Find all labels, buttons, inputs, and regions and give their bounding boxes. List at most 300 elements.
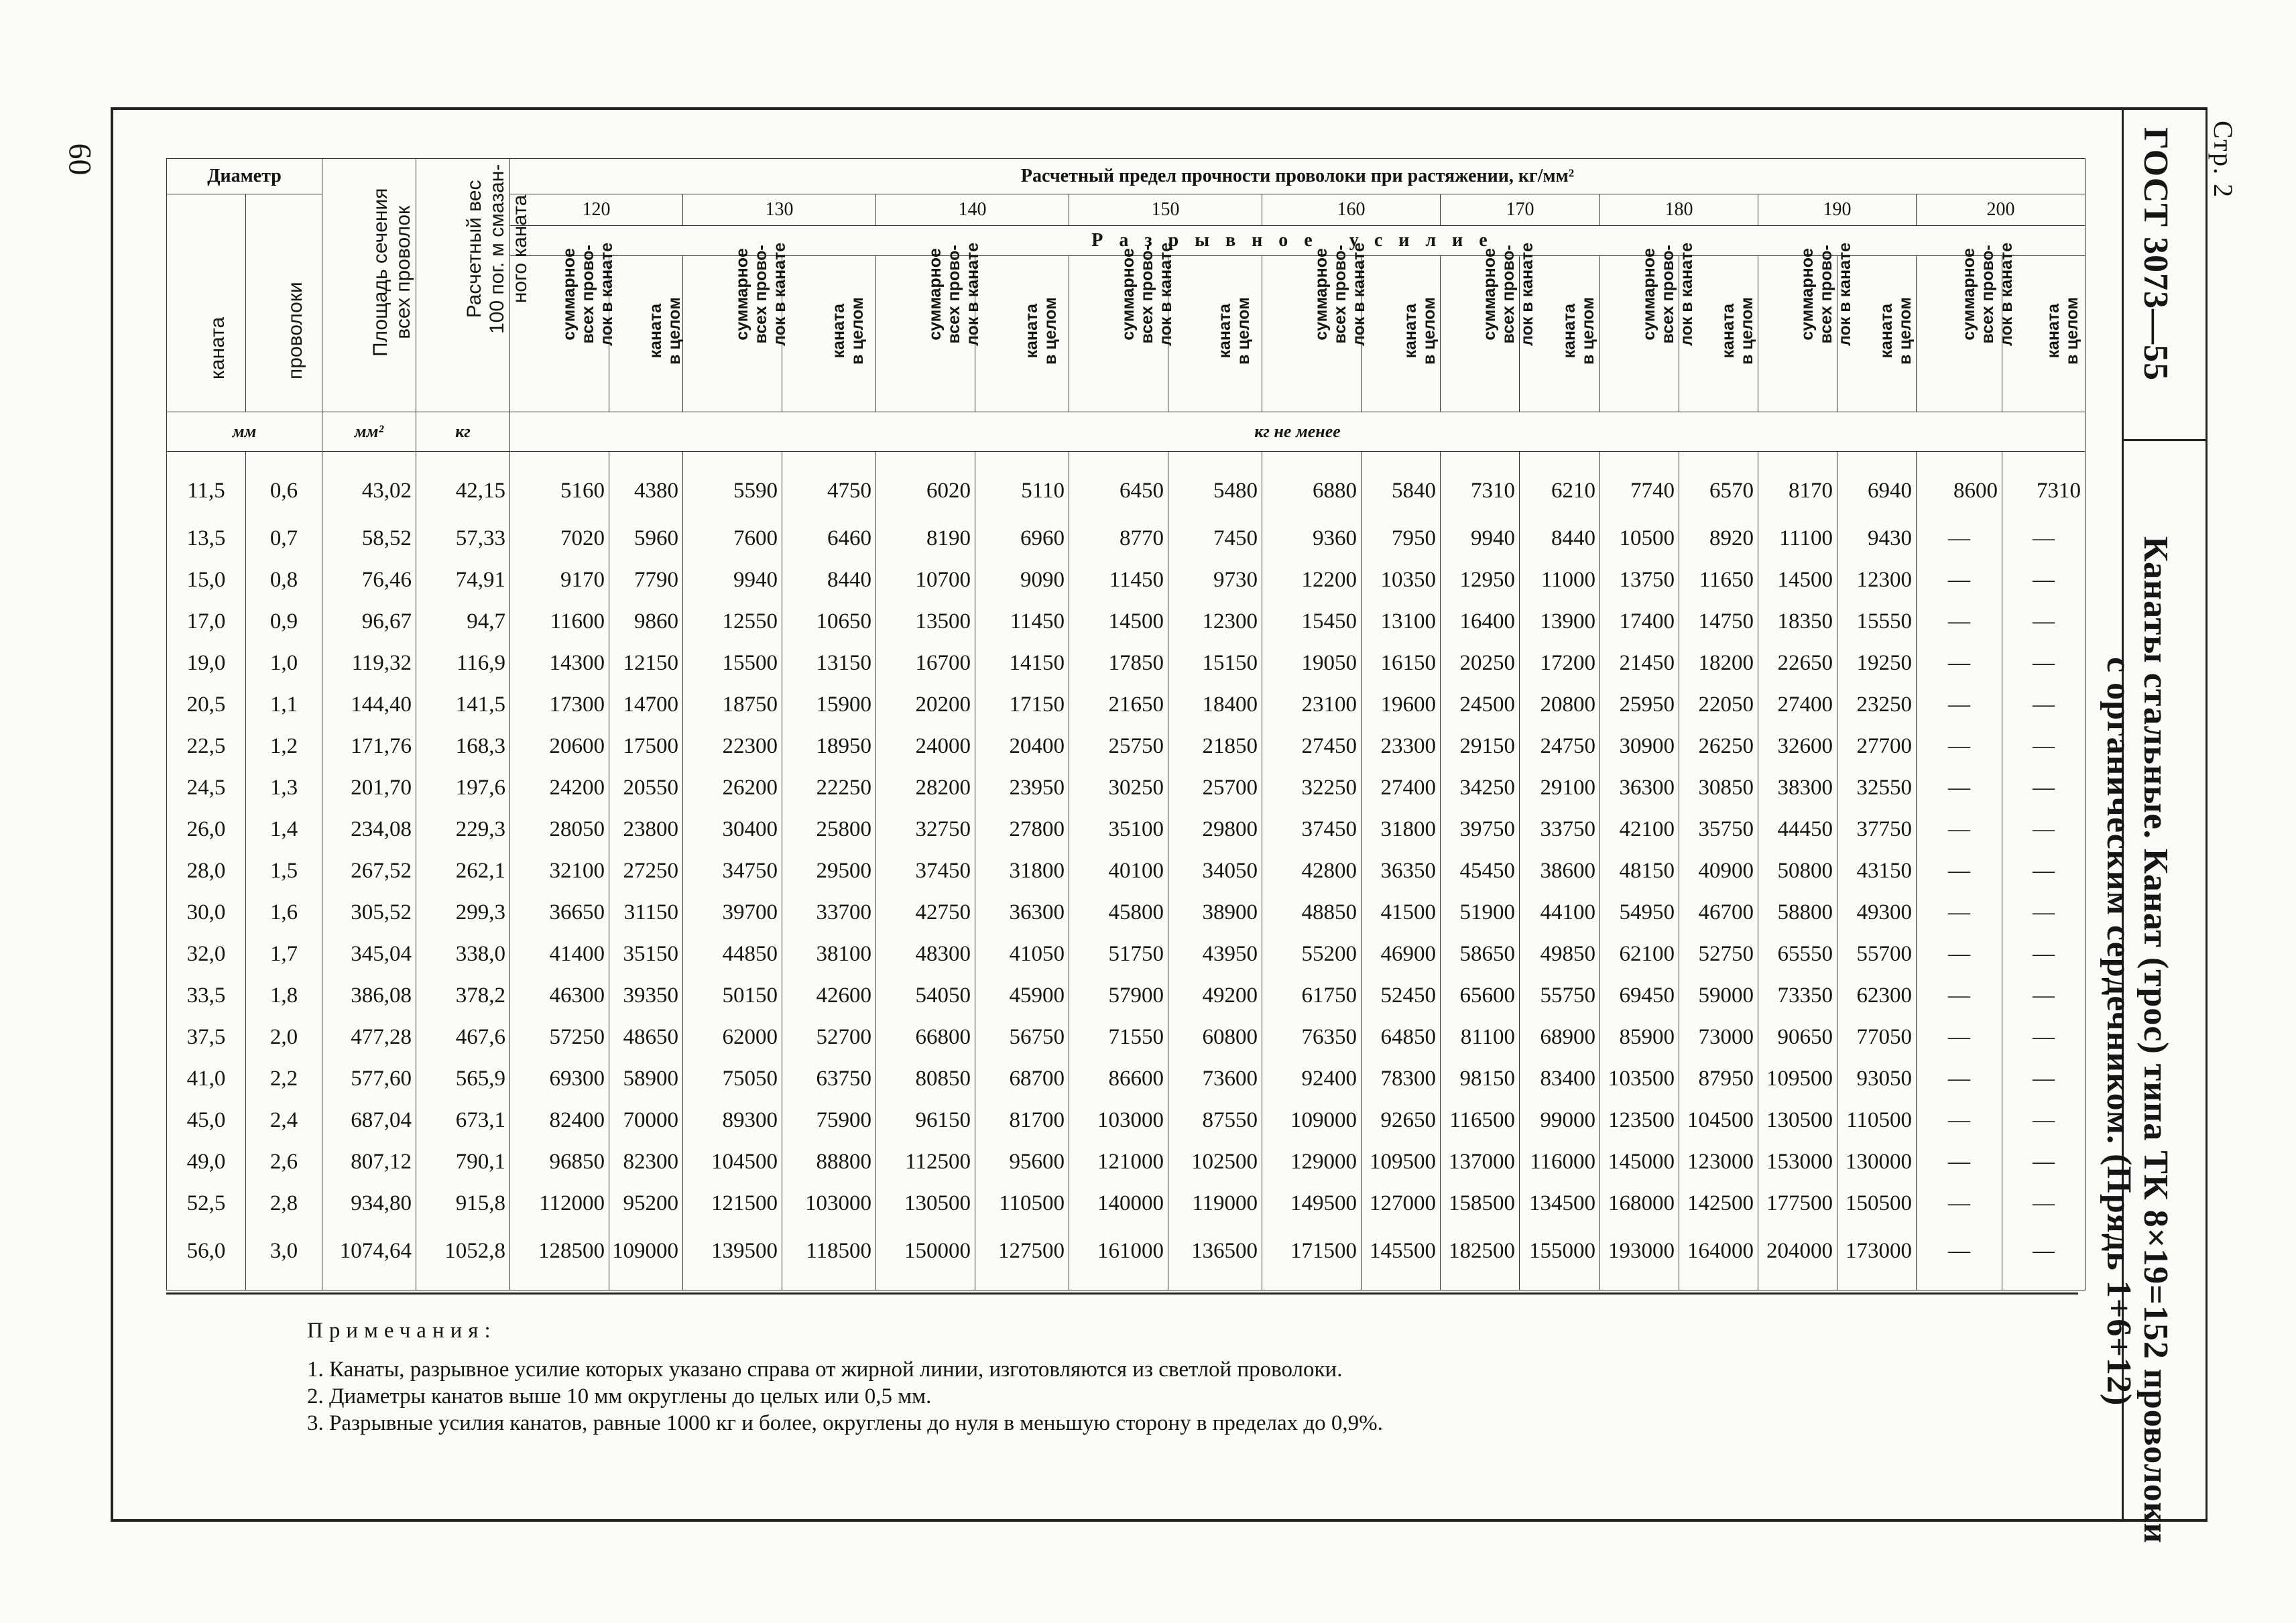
table-cell: 31800 — [975, 850, 1069, 892]
table-cell: — — [1917, 1016, 2002, 1058]
table-cell: 386,08 — [322, 975, 416, 1016]
table-cell: — — [1917, 767, 2002, 808]
table-cell: 24750 — [1520, 725, 1600, 767]
table-cell: 45900 — [975, 975, 1069, 1016]
grade-140: 140 — [876, 194, 1069, 226]
table-cell: 5160 — [510, 452, 609, 518]
diameter-header: Диаметр — [167, 159, 322, 194]
table-cell: 20800 — [1520, 684, 1600, 725]
table-cell: 15450 — [1262, 601, 1362, 642]
wire-diameter-header: проволоки — [246, 194, 322, 412]
table-cell: — — [2002, 725, 2086, 767]
table-cell: 23950 — [975, 767, 1069, 808]
table-cell: 38600 — [1520, 850, 1600, 892]
table-cell: 7310 — [1441, 452, 1520, 518]
table-row — [167, 808, 2086, 850]
table-row — [167, 642, 2086, 684]
table-cell: 32600 — [1758, 725, 1837, 767]
table-cell: — — [1917, 1224, 2002, 1290]
gost-code: ГОСТ 3073—55 — [2136, 127, 2175, 381]
table-cell: — — [2002, 1099, 2086, 1141]
table-cell: 32550 — [1837, 767, 1917, 808]
table-cell: — — [1917, 975, 2002, 1016]
table-cell: 197,6 — [416, 767, 510, 808]
table-cell: 18400 — [1168, 684, 1262, 725]
table-cell: 22,5 — [167, 725, 246, 767]
table-cell: 23250 — [1837, 684, 1917, 725]
table-cell: 27450 — [1262, 725, 1362, 767]
table-cell: — — [1917, 1058, 2002, 1099]
table-cell: 14500 — [1758, 559, 1837, 601]
table-cell: 37750 — [1837, 808, 1917, 850]
table-cell: 673,1 — [416, 1099, 510, 1141]
table-cell: 127500 — [975, 1224, 1069, 1290]
table-cell: 36350 — [1362, 850, 1441, 892]
table-cell: 68900 — [1520, 1016, 1600, 1058]
table-cell: 12550 — [683, 601, 782, 642]
subhead-whole-200: каната в целом — [2002, 256, 2086, 412]
table-cell: 201,70 — [322, 767, 416, 808]
table-cell: — — [2002, 808, 2086, 850]
table-cell: 94,7 — [416, 601, 510, 642]
table-cell: 41,0 — [167, 1058, 246, 1099]
table-cell: 121000 — [1069, 1141, 1168, 1183]
table-cell: 11450 — [975, 601, 1069, 642]
table-cell: 42600 — [782, 975, 876, 1016]
table-cell: 22250 — [782, 767, 876, 808]
table-cell: 37450 — [1262, 808, 1362, 850]
table-cell: 19600 — [1362, 684, 1441, 725]
subhead-whole-120: каната в целом — [609, 256, 683, 412]
table-cell: 35750 — [1679, 808, 1758, 850]
table-cell: 42800 — [1262, 850, 1362, 892]
table-cell: 144,40 — [322, 684, 416, 725]
table-row — [167, 1016, 2086, 1058]
table-cell: 61750 — [1262, 975, 1362, 1016]
table-cell: 34750 — [683, 850, 782, 892]
subhead-whole-160: каната в целом — [1362, 256, 1441, 412]
table-cell: 64850 — [1362, 1016, 1441, 1058]
doc-title-line1: Канаты стальные. Канат (трос) типа ТК 8×19=152 проволоки — [2136, 536, 2175, 1544]
table-row — [167, 452, 2086, 518]
table-cell: 40100 — [1069, 850, 1168, 892]
table-cell: 2,8 — [246, 1183, 322, 1224]
table-cell: 33750 — [1520, 808, 1600, 850]
table-cell: 102500 — [1168, 1141, 1262, 1183]
table-cell: 1,7 — [246, 933, 322, 975]
notes — [307, 1317, 1383, 1437]
table-cell: 7600 — [683, 518, 782, 559]
table-cell: 1074,64 — [322, 1224, 416, 1290]
table-cell: 109000 — [1262, 1099, 1362, 1141]
table-cell: 43,02 — [322, 452, 416, 518]
table-cell: 12150 — [609, 642, 683, 684]
table-cell: 116,9 — [416, 642, 510, 684]
table-cell: 87550 — [1168, 1099, 1262, 1141]
table-cell: 9730 — [1168, 559, 1262, 601]
table-cell: 58900 — [609, 1058, 683, 1099]
table-cell: 49850 — [1520, 933, 1600, 975]
table-cell: 42750 — [876, 892, 975, 933]
table-cell: 103500 — [1600, 1058, 1679, 1099]
table-cell: 62000 — [683, 1016, 782, 1058]
table-cell: 49200 — [1168, 975, 1262, 1016]
table-cell: 38900 — [1168, 892, 1262, 933]
table-cell: 345,04 — [322, 933, 416, 975]
table-cell: 35150 — [609, 933, 683, 975]
table-cell: — — [2002, 933, 2086, 975]
table-cell: 8170 — [1758, 452, 1837, 518]
table-cell: 45450 — [1441, 850, 1520, 892]
table-cell: 161000 — [1069, 1224, 1168, 1290]
table-cell: 90650 — [1758, 1016, 1837, 1058]
table-row — [167, 767, 2086, 808]
table-cell: 17300 — [510, 684, 609, 725]
table-cell: 13750 — [1600, 559, 1679, 601]
table-cell: — — [1917, 642, 2002, 684]
table-cell: 23800 — [609, 808, 683, 850]
table-cell: 36300 — [1600, 767, 1679, 808]
subhead-whole-190: каната в целом — [1837, 256, 1917, 412]
table-cell: 467,6 — [416, 1016, 510, 1058]
table-cell: 171,76 — [322, 725, 416, 767]
table-cell: 57250 — [510, 1016, 609, 1058]
table-cell: 103000 — [1069, 1099, 1168, 1141]
table-cell: 116000 — [1520, 1141, 1600, 1183]
table-cell: 14750 — [1679, 601, 1758, 642]
table-cell: 11000 — [1520, 559, 1600, 601]
table-cell: 49300 — [1837, 892, 1917, 933]
table-cell: 3,0 — [246, 1224, 322, 1290]
table-cell: 27700 — [1837, 725, 1917, 767]
table-cell: — — [1917, 1183, 2002, 1224]
table-cell: — — [2002, 684, 2086, 725]
table-cell: 2,4 — [246, 1099, 322, 1141]
table-cell: — — [2002, 1141, 2086, 1183]
table-cell: 9940 — [1441, 518, 1520, 559]
table-cell: 790,1 — [416, 1141, 510, 1183]
subhead-sum-160: суммарное всех прово- лок в канате — [1262, 256, 1362, 412]
table-cell: 30850 — [1679, 767, 1758, 808]
area-header: Площадь сечения всех проволок — [322, 159, 416, 412]
table-cell: 27400 — [1362, 767, 1441, 808]
table-cell: 110500 — [975, 1183, 1069, 1224]
grade-160: 160 — [1262, 194, 1441, 226]
table-cell: — — [1917, 1141, 2002, 1183]
table-cell: 52700 — [782, 1016, 876, 1058]
table-cell: 31800 — [1362, 808, 1441, 850]
table-cell: 12300 — [1837, 559, 1917, 601]
table-cell: 6940 — [1837, 452, 1917, 518]
table-cell: 11600 — [510, 601, 609, 642]
table-cell: 32250 — [1262, 767, 1362, 808]
table-cell: 142500 — [1679, 1183, 1758, 1224]
table-cell: 25750 — [1069, 725, 1168, 767]
table-cell: 1,1 — [246, 684, 322, 725]
table-cell: 7950 — [1362, 518, 1441, 559]
table-cell: 56750 — [975, 1016, 1069, 1058]
table-cell: 50150 — [683, 975, 782, 1016]
table-cell: — — [1917, 518, 2002, 559]
table-cell: 19050 — [1262, 642, 1362, 684]
table-cell: 6960 — [975, 518, 1069, 559]
table-cell: 25950 — [1600, 684, 1679, 725]
table-cell: 137000 — [1441, 1141, 1520, 1183]
table-cell: 130500 — [876, 1183, 975, 1224]
table-cell: 28050 — [510, 808, 609, 850]
table-cell: 262,1 — [416, 850, 510, 892]
table-cell: 103000 — [782, 1183, 876, 1224]
table-cell: 134500 — [1520, 1183, 1600, 1224]
table-cell: 44850 — [683, 933, 782, 975]
table-cell: 26200 — [683, 767, 782, 808]
table-cell: 22300 — [683, 725, 782, 767]
subhead-whole-150: каната в целом — [1168, 256, 1262, 412]
table-cell: 59000 — [1679, 975, 1758, 1016]
table-cell: 145000 — [1600, 1141, 1679, 1183]
table-row — [167, 1224, 2086, 1290]
table-cell: 110500 — [1837, 1099, 1917, 1141]
table-cell: 20400 — [975, 725, 1069, 767]
table-cell: 14500 — [1069, 601, 1168, 642]
table-cell: 5960 — [609, 518, 683, 559]
table-cell: 63750 — [782, 1058, 876, 1099]
table-cell: 15150 — [1168, 642, 1262, 684]
table-cell: 20,5 — [167, 684, 246, 725]
table-cell: 1,4 — [246, 808, 322, 850]
subhead-sum-170: суммарное всех прово- лок в канате — [1441, 256, 1520, 412]
subhead-sum-150: суммарное всех прово- лок в канате — [1069, 256, 1168, 412]
weight-header: Расчетный вес 100 пог. м смазан- ного каната — [416, 159, 510, 412]
table-cell: 33,5 — [167, 975, 246, 1016]
table-cell: 20550 — [609, 767, 683, 808]
table-cell: 39350 — [609, 975, 683, 1016]
table-cell: 62300 — [1837, 975, 1917, 1016]
table-cell: 99000 — [1520, 1099, 1600, 1141]
table-cell: 139500 — [683, 1224, 782, 1290]
table-cell: 42100 — [1600, 808, 1679, 850]
table-row — [167, 518, 2086, 559]
table-cell: 36300 — [975, 892, 1069, 933]
table-cell: — — [2002, 1224, 2086, 1290]
table-cell: — — [1917, 601, 2002, 642]
table-row — [167, 684, 2086, 725]
table-cell: 76350 — [1262, 1016, 1362, 1058]
table-cell: 17850 — [1069, 642, 1168, 684]
table-cell: 118500 — [782, 1224, 876, 1290]
table-cell: 83400 — [1520, 1058, 1600, 1099]
table-cell: 17500 — [609, 725, 683, 767]
table-cell: 109000 — [609, 1224, 683, 1290]
table-cell: 150500 — [1837, 1183, 1917, 1224]
table-cell: 35100 — [1069, 808, 1168, 850]
grade-150: 150 — [1069, 194, 1262, 226]
table-cell: 104500 — [1679, 1099, 1758, 1141]
table-cell: 26,0 — [167, 808, 246, 850]
table-cell: 141,5 — [416, 684, 510, 725]
table-cell: 12950 — [1441, 559, 1520, 601]
table-cell: 36650 — [510, 892, 609, 933]
table-cell: 44450 — [1758, 808, 1837, 850]
note-1: 1. Канаты, разрывное усилие которых указано справа от жирной линии, изготовляются из светлой проволоки. — [307, 1358, 1343, 1382]
table-row — [167, 1058, 2086, 1099]
table-cell: 153000 — [1758, 1141, 1837, 1183]
table-cell: 75900 — [782, 1099, 876, 1141]
table-cell: 338,0 — [416, 933, 510, 975]
table-cell: 27250 — [609, 850, 683, 892]
table-cell: 42,15 — [416, 452, 510, 518]
table-cell: 27800 — [975, 808, 1069, 850]
table-cell: 76,46 — [322, 559, 416, 601]
table-cell: 234,08 — [322, 808, 416, 850]
table-cell: 104500 — [683, 1141, 782, 1183]
table-cell: 45800 — [1069, 892, 1168, 933]
unit-mm: мм — [167, 412, 322, 452]
table-cell: 93050 — [1837, 1058, 1917, 1099]
table-row — [167, 1183, 2086, 1224]
table-cell: 9940 — [683, 559, 782, 601]
subhead-whole-170: каната в целом — [1520, 256, 1600, 412]
table-cell: 48650 — [609, 1016, 683, 1058]
table-cell: 43150 — [1837, 850, 1917, 892]
table-cell: 229,3 — [416, 808, 510, 850]
table-row — [167, 892, 2086, 933]
table-cell: 66800 — [876, 1016, 975, 1058]
table-cell: 0,7 — [246, 518, 322, 559]
table-cell: 20250 — [1441, 642, 1520, 684]
table-cell: 24,5 — [167, 767, 246, 808]
table-cell: 55200 — [1262, 933, 1362, 975]
table-cell: 32,0 — [167, 933, 246, 975]
table-cell: — — [2002, 975, 2086, 1016]
table-cell: — — [1917, 725, 2002, 767]
table-cell: — — [1917, 933, 2002, 975]
table-cell: — — [2002, 518, 2086, 559]
table-row — [167, 933, 2086, 975]
table-cell: 0,6 — [246, 452, 322, 518]
table-row — [167, 1099, 2086, 1141]
table-cell: 7790 — [609, 559, 683, 601]
table-cell: — — [1917, 850, 2002, 892]
table-cell: 112500 — [876, 1141, 975, 1183]
subhead-sum-140: суммарное всех прово- лок в канате — [876, 256, 975, 412]
table-cell: 48150 — [1600, 850, 1679, 892]
table-cell: 121500 — [683, 1183, 782, 1224]
table-cell: 68700 — [975, 1058, 1069, 1099]
table-cell: 10700 — [876, 559, 975, 601]
table-cell: — — [2002, 850, 2086, 892]
table-cell: 13150 — [782, 642, 876, 684]
table-cell: 4380 — [609, 452, 683, 518]
table-cell: 14300 — [510, 642, 609, 684]
table-cell: 37450 — [876, 850, 975, 892]
table-cell: 15500 — [683, 642, 782, 684]
table-bottom-rule — [166, 1293, 2078, 1295]
table-cell: 934,80 — [322, 1183, 416, 1224]
table-cell: 1,6 — [246, 892, 322, 933]
table-cell: 9360 — [1262, 518, 1362, 559]
table-cell: 9430 — [1837, 518, 1917, 559]
table-cell: 17150 — [975, 684, 1069, 725]
table-cell: 109500 — [1362, 1141, 1441, 1183]
table-cell: 21850 — [1168, 725, 1262, 767]
table-cell: 5480 — [1168, 452, 1262, 518]
table-cell: 45,0 — [167, 1099, 246, 1141]
table-cell: 75050 — [683, 1058, 782, 1099]
table-cell: 92400 — [1262, 1058, 1362, 1099]
table-cell: 52750 — [1679, 933, 1758, 975]
table-cell: 38300 — [1758, 767, 1837, 808]
table-cell: 81700 — [975, 1099, 1069, 1141]
table-cell: 32100 — [510, 850, 609, 892]
table-cell: 5590 — [683, 452, 782, 518]
table-cell: 687,04 — [322, 1099, 416, 1141]
table-cell: 60800 — [1168, 1016, 1262, 1058]
table-cell: 87950 — [1679, 1058, 1758, 1099]
table-cell: 65550 — [1758, 933, 1837, 975]
table-cell: 98150 — [1441, 1058, 1520, 1099]
subhead-whole-130: каната в целом — [782, 256, 876, 412]
table-cell: 6570 — [1679, 452, 1758, 518]
table-cell: 20200 — [876, 684, 975, 725]
table-cell: 1052,8 — [416, 1224, 510, 1290]
table-cell: 33700 — [782, 892, 876, 933]
table-cell: 11,5 — [167, 452, 246, 518]
table-cell: 12200 — [1262, 559, 1362, 601]
table-cell: 11450 — [1069, 559, 1168, 601]
table-cell: 34050 — [1168, 850, 1262, 892]
table-cell: 46900 — [1362, 933, 1441, 975]
table-cell: 15550 — [1837, 601, 1917, 642]
table-cell: 8770 — [1069, 518, 1168, 559]
table-cell: 6460 — [782, 518, 876, 559]
table-cell: 50800 — [1758, 850, 1837, 892]
table-cell: 145500 — [1362, 1224, 1441, 1290]
table-cell: 34250 — [1441, 767, 1520, 808]
table-cell: 37,5 — [167, 1016, 246, 1058]
table-cell: 127000 — [1362, 1183, 1441, 1224]
table-cell: 182500 — [1441, 1224, 1520, 1290]
table-cell: 86600 — [1069, 1058, 1168, 1099]
table-cell: 6880 — [1262, 452, 1362, 518]
table-cell: 46300 — [510, 975, 609, 1016]
table-cell: — — [2002, 559, 2086, 601]
table-cell: 73600 — [1168, 1058, 1262, 1099]
table-cell: 48300 — [876, 933, 975, 975]
table-cell: 19,0 — [167, 642, 246, 684]
table-cell: — — [1917, 559, 2002, 601]
table-cell: 150000 — [876, 1224, 975, 1290]
grade-200: 200 — [1917, 194, 2086, 226]
table-cell: 74,91 — [416, 559, 510, 601]
table-cell: 158500 — [1441, 1183, 1520, 1224]
table-cell: 78300 — [1362, 1058, 1441, 1099]
table-cell: — — [2002, 892, 2086, 933]
table-cell: 73000 — [1679, 1016, 1758, 1058]
table-cell: 82300 — [609, 1141, 683, 1183]
table-cell: 96850 — [510, 1141, 609, 1183]
table-cell: 17200 — [1520, 642, 1600, 684]
table-cell: 6210 — [1520, 452, 1600, 518]
table-cell: 477,28 — [322, 1016, 416, 1058]
table-cell: 30900 — [1600, 725, 1679, 767]
table-cell: 807,12 — [322, 1141, 416, 1183]
table-cell: 48850 — [1262, 892, 1362, 933]
subhead-sum-190: суммарное всех прово- лок в канате — [1758, 256, 1837, 412]
grade-130: 130 — [683, 194, 876, 226]
table-cell: 85900 — [1600, 1016, 1679, 1058]
grade-190: 190 — [1758, 194, 1917, 226]
